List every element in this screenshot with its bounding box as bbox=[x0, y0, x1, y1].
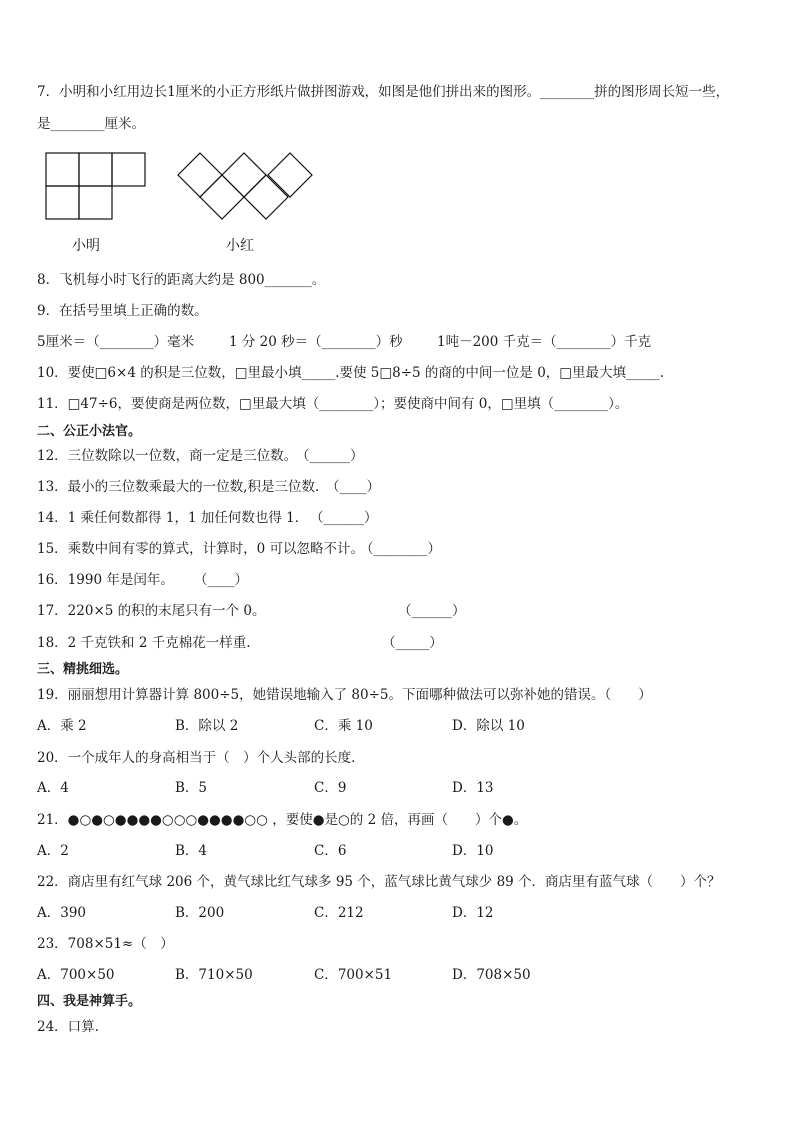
option-19-a[interactable]: A．乘 2 bbox=[37, 718, 87, 734]
section-4-heading: 四、我是神算手。 bbox=[37, 994, 142, 1009]
question-9-stem: 9．在括号里填上正确的数。 bbox=[37, 303, 208, 319]
question-17: 17．220×5 的积的末尾只有一个 0。 bbox=[37, 603, 266, 619]
answer-blank-14[interactable]: （______） bbox=[310, 510, 378, 526]
question-7-line2: 是________厘米。 bbox=[37, 116, 145, 132]
answer-blank-16[interactable]: （____） bbox=[194, 572, 248, 588]
answer-blank-17[interactable]: （______） bbox=[398, 603, 466, 619]
caption-xiaohong: 小红 bbox=[226, 238, 254, 254]
question-10: 10．要使□6×4 的积是三位数，□里最小填_____.要使 5□8÷5 的商的中间一位是 0，□里最大填_____. bbox=[37, 365, 665, 381]
answer-blank-15[interactable]: （________） bbox=[360, 541, 441, 557]
section-2-heading: 二、公正小法官。 bbox=[37, 424, 142, 439]
section-3-heading: 三、精挑细选。 bbox=[37, 662, 129, 677]
option-20-a[interactable]: A．4 bbox=[37, 780, 69, 796]
option-22-a[interactable]: A．390 bbox=[37, 905, 87, 921]
option-20-c[interactable]: C．9 bbox=[314, 780, 347, 796]
question-12: 12．三位数除以一位数，商一定是三位数。 bbox=[37, 448, 298, 464]
option-19-c[interactable]: C．乘 10 bbox=[314, 718, 373, 734]
option-22-c[interactable]: C．212 bbox=[314, 905, 364, 921]
option-21-b[interactable]: B．4 bbox=[175, 843, 208, 859]
option-21-c[interactable]: C．6 bbox=[314, 843, 347, 859]
question-7-line1: 7．小明和小红用边长1厘米的小正方形纸片做拼图游戏，如图是他们拼出来的图形。________拼的图形周长短一些， bbox=[37, 84, 730, 100]
question-24: 24．口算. bbox=[37, 1019, 99, 1035]
option-19-d[interactable]: D．除以 10 bbox=[452, 718, 525, 734]
question-9-part-b: 1 分 20 秒＝（________）秒 bbox=[229, 334, 403, 350]
question-22: 22．商店里有红气球 206 个，黄气球比红气球多 95 个，蓝气球比黄气球少 89 个．商店里有蓝气球（ ）个？ bbox=[37, 874, 721, 890]
question-13: 13．最小的三位数乘最大的一位数,积是三位数. bbox=[37, 479, 320, 495]
question-9-part-c: 1吨－200 千克＝（________）千克 bbox=[437, 334, 652, 350]
question-11: 11．□47÷6，要使商是两位数，□里最大填（________）；要使商中间有 0，□里填（________）。 bbox=[37, 396, 629, 412]
answer-blank-18[interactable]: （_____） bbox=[382, 635, 443, 651]
answer-blank-12[interactable]: （______） bbox=[296, 448, 364, 464]
q7-figures bbox=[0, 0, 794, 260]
answer-blank-13[interactable]: （____） bbox=[326, 479, 380, 495]
option-20-b[interactable]: B．5 bbox=[175, 780, 208, 796]
option-23-c[interactable]: C．700×51 bbox=[314, 967, 393, 983]
option-22-b[interactable]: B．200 bbox=[175, 905, 225, 921]
option-20-d[interactable]: D．13 bbox=[452, 780, 494, 796]
option-19-b[interactable]: B．除以 2 bbox=[175, 718, 239, 734]
question-18: 18．2 千克铁和 2 千克棉花一样重. bbox=[37, 635, 251, 651]
question-16: 16．1990 年是闰年。 bbox=[37, 572, 174, 588]
question-19: 19．丽丽想用计算器计算 800÷5，她错误地输入了 80÷5。下面哪种做法可以弥补她的错误。（ ） bbox=[37, 687, 652, 703]
option-21-d[interactable]: D．10 bbox=[452, 843, 494, 859]
question-14: 14．1 乘任何数都得 1，1 加任何数也得 1． bbox=[37, 510, 309, 526]
option-23-d[interactable]: D．708×50 bbox=[452, 967, 531, 983]
question-23: 23．708×51≈（ ） bbox=[37, 936, 174, 952]
xiaoming-figure bbox=[46, 153, 145, 219]
question-9-part-a: 5厘米＝（________）毫米 bbox=[37, 334, 195, 350]
option-23-b[interactable]: B．710×50 bbox=[175, 967, 253, 983]
question-20: 20．一个成年人的身高相当于（ ）个人头部的长度. bbox=[37, 750, 356, 766]
option-22-d[interactable]: D．12 bbox=[452, 905, 494, 921]
option-23-a[interactable]: A．700×50 bbox=[37, 967, 115, 983]
option-21-a[interactable]: A．2 bbox=[37, 843, 69, 859]
xiaohong-figure bbox=[178, 153, 312, 219]
question-21: 21．●○●○●●●●○○○●●●●○○ ，要使●是○的 2 倍，再画（ ）个●。 bbox=[37, 812, 528, 828]
caption-xiaoming: 小明 bbox=[72, 238, 100, 254]
question-8: 8．飞机每小时飞行的距离大约是 800_______。 bbox=[37, 272, 326, 288]
question-15: 15．乘数中间有零的算式，计算时，0 可以忽略不计。 bbox=[37, 541, 365, 557]
